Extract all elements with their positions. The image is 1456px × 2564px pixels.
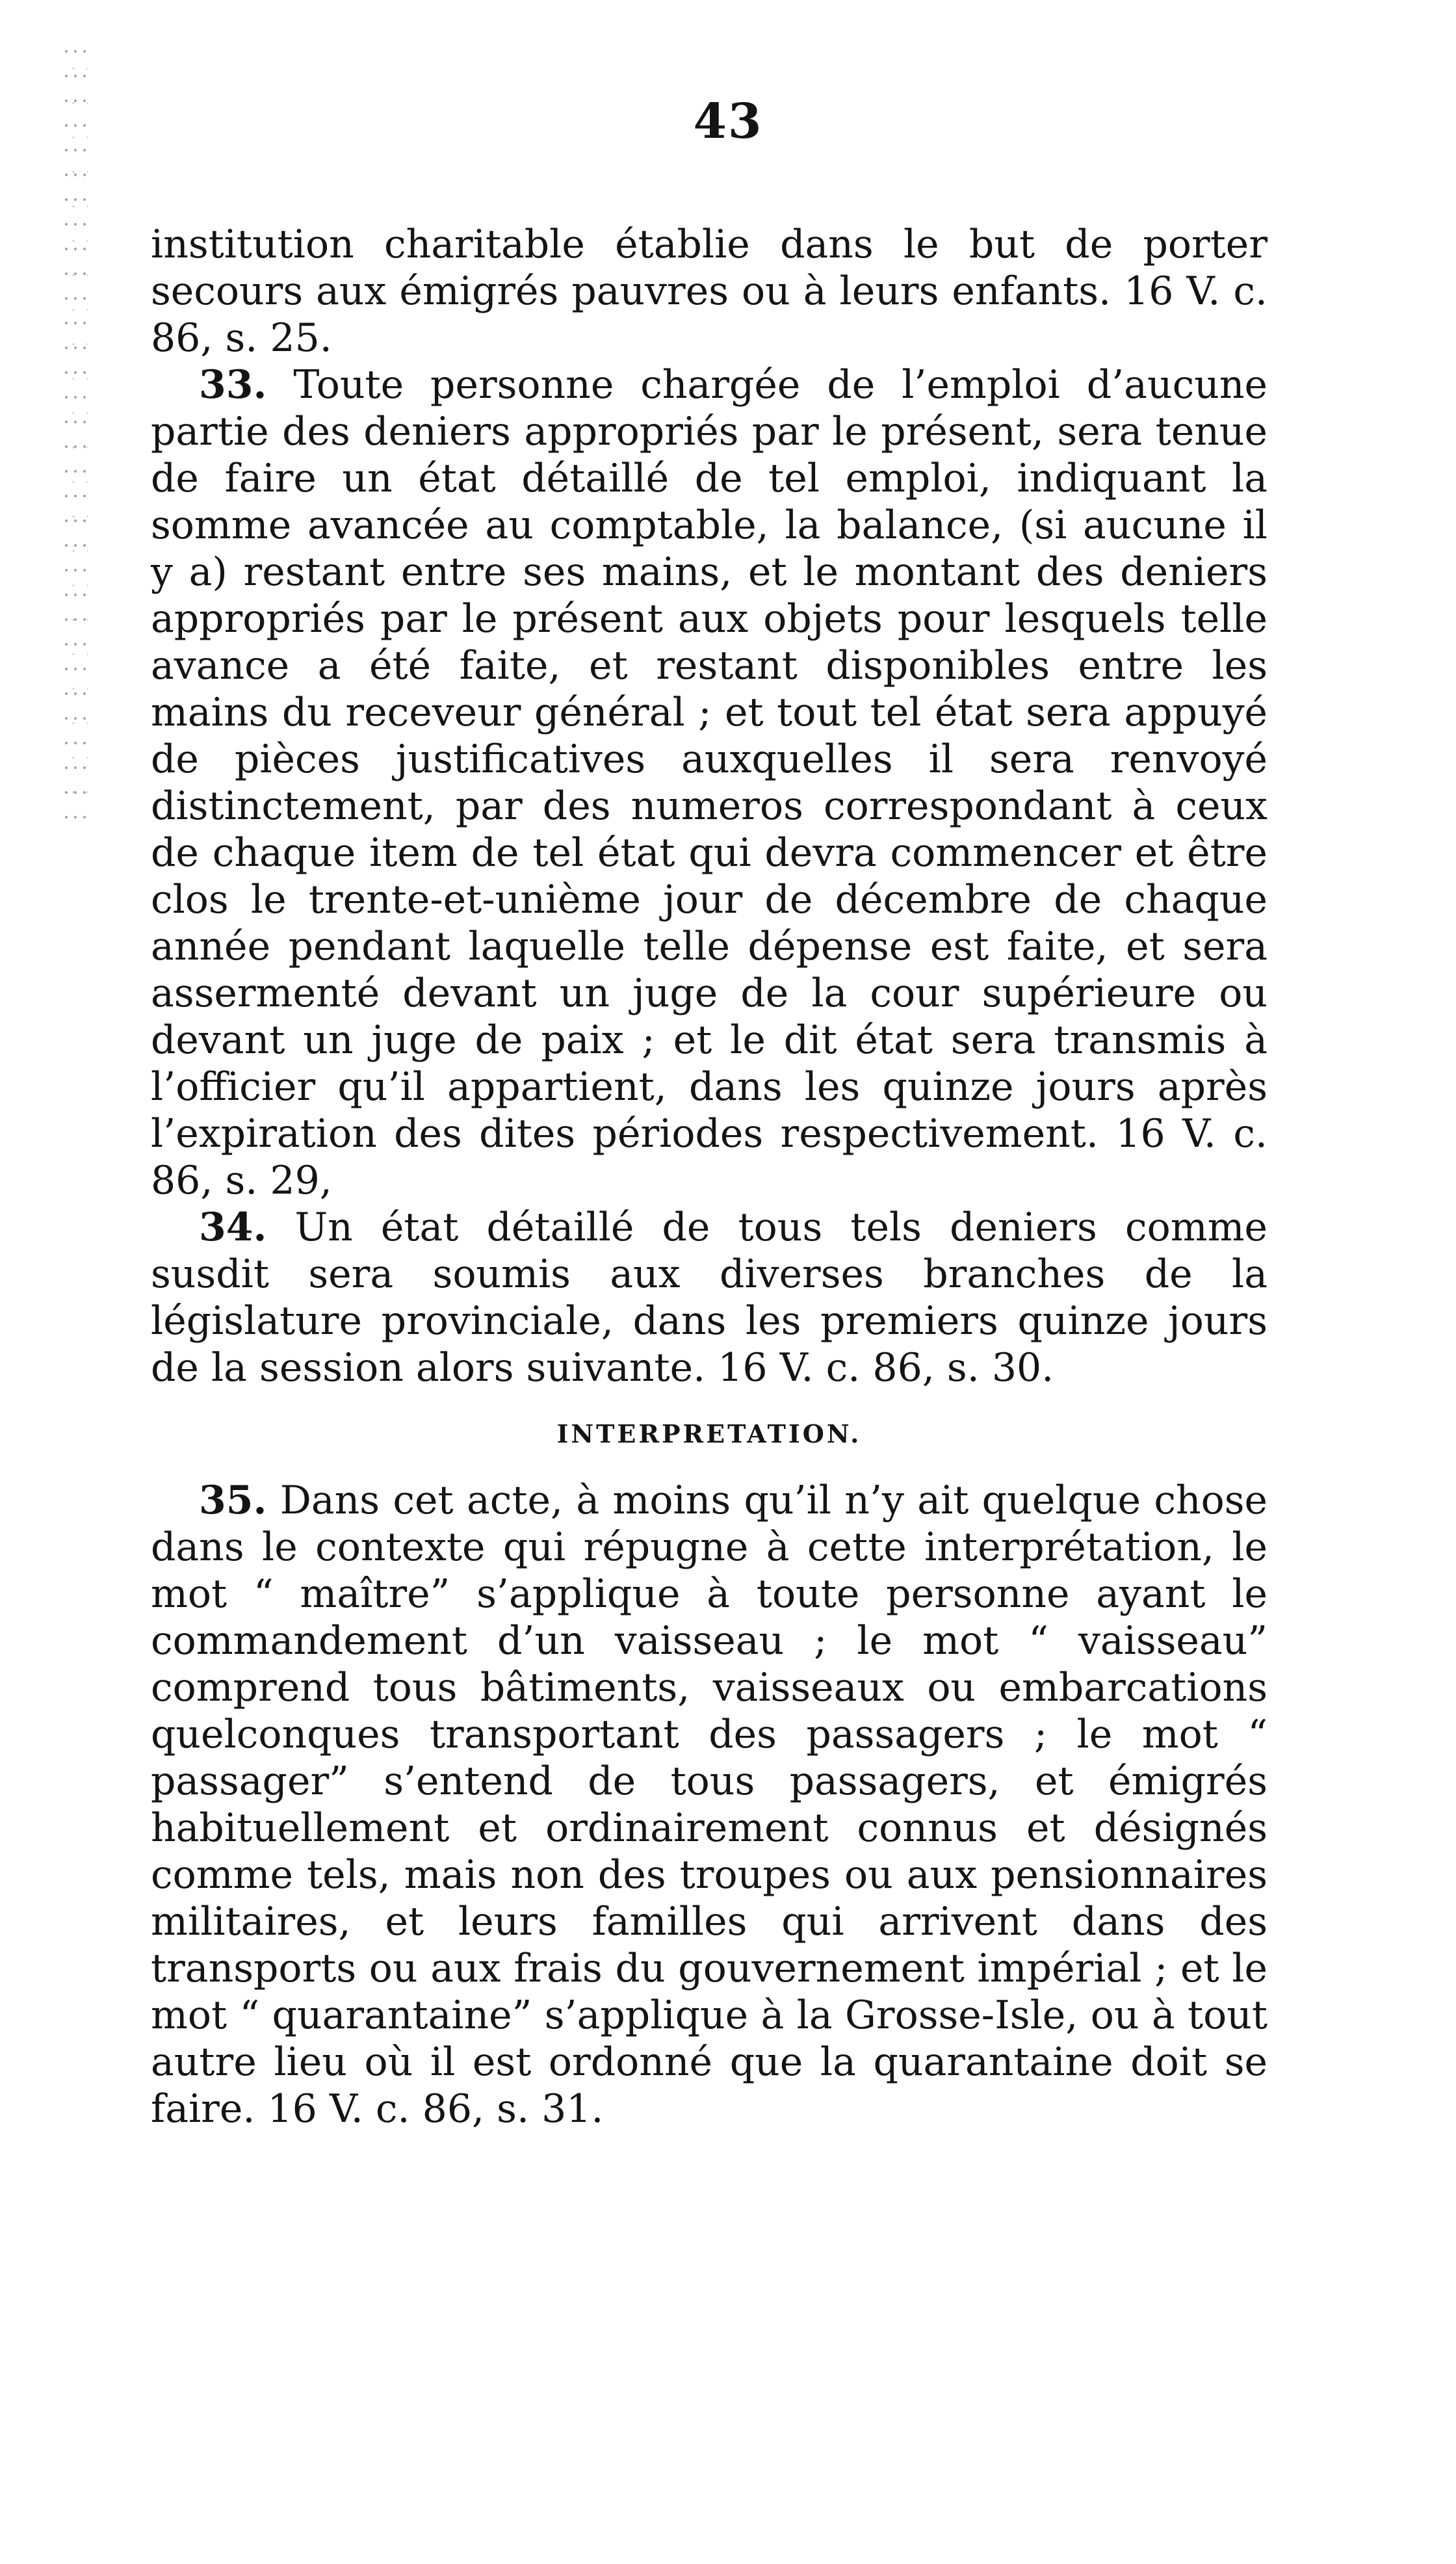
paragraph-continued — [151, 221, 1268, 361]
page-edge-specks — [62, 39, 88, 819]
section-34 — [151, 1204, 1268, 1391]
body-text — [151, 221, 1268, 2132]
section-33 — [151, 361, 1268, 1204]
section-heading-interpretation: INTERPRETATION. — [556, 1419, 862, 1448]
section-34-number: 34. — [199, 1205, 267, 1250]
section-34-text: Un état détaillé de tous tels deniers comme susdit sera soumis aux diverses branches de la législature provinciale, dans les premiers quinze jours de la session alors suivante. 16 V. c. 86, s. 30. — [151, 1205, 1268, 1391]
section-35 — [151, 1477, 1268, 2132]
section-33-number: 33. — [199, 362, 267, 408]
paragraph-continued-text: institution charitable établie dans le but de porter secours aux émigrés pauvres ou à leurs enfants. 16 V. c. 86, s. 25. — [151, 222, 1268, 361]
section-35-number: 35. — [199, 1478, 267, 1523]
section-35-text: Dans cet acte, à moins qu’il n’y ait quelque chose dans le contexte qui répugne à cette interprétation, le mot “ maître” s’applique à toute personne ayant le commandement d’un vaisseau ; le mot “ vaisseau” comprend tous bâtiments, vaisseaux ou embarcations quelconques transportant des passagers ; le mot “ passager” s’entend de tous passagers, et émigrés habituellement et ordinairement connus et désignés comme tels, mais non des troupes ou aux pensionnaires militaires, et leurs familles qui arrivent dans des transports ou aux frais du gouvernement impérial ; et le mot “ quarantaine” s’applique à la Grosse-Isle, ou à tout autre lieu où il est ordonné que la quarantaine doit se faire. 16 V. c. 86, s. 31. — [151, 1478, 1268, 2132]
page-number: 43 — [693, 94, 763, 150]
section-33-text: Toute personne chargée de l’emploi d’aucune partie des deniers appropriés par le présent, sera tenue de faire un état détaillé de tel emploi, indiquant la somme avancée au comptable, la balance, (si aucune il y a) restant entre ses mains, et le montant des deniers appropriés par le présent aux objets pour lesquels telle avance a été faite, et restant disponibles entre les mains du receveur général ; et tout tel état sera appuyé de pièces justificatives auxquelles il sera renvoyé distinctement, par des numeros correspondant à ceux de chaque item de tel état qui devra commencer et être clos le trente-et-unième jour de décembre de chaque année pendant laquelle telle dépense est faite, et sera assermenté devant un juge de la cour supérieure ou devant un juge de paix ; et le dit état sera transmis à l’officier qu’il appartient, dans les quinze jours après l’expiration des dites périodes respectivement. 16 V. c. 86, s. 29, — [151, 362, 1268, 1203]
